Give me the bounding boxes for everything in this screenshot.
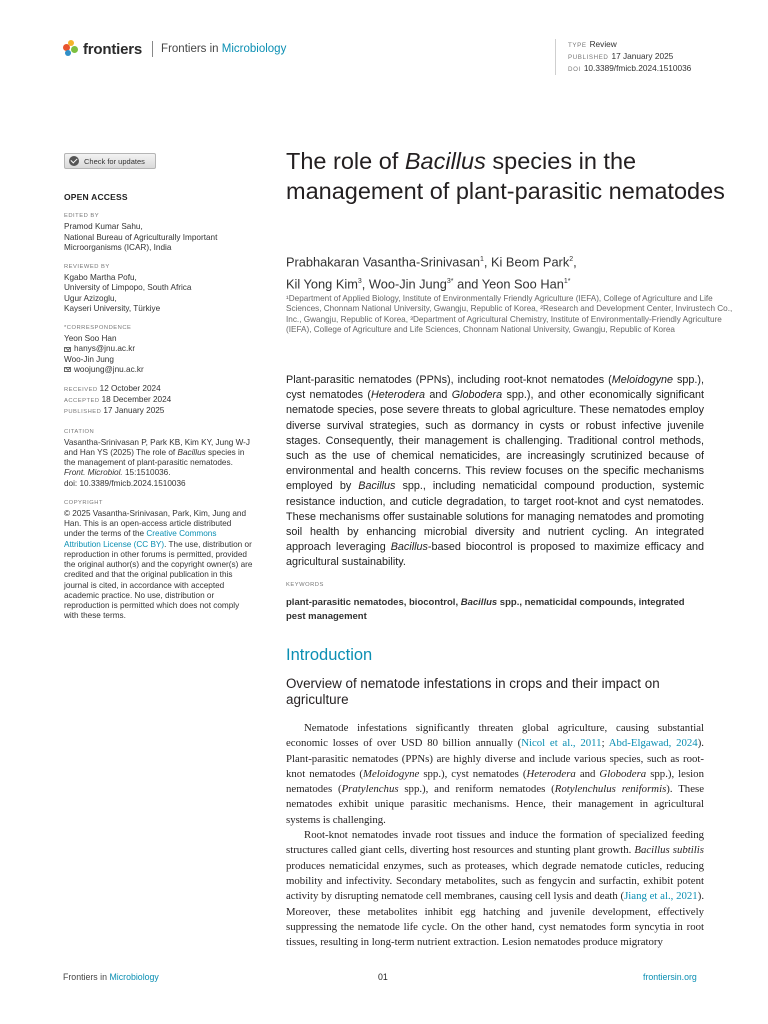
reviewer-affiliation: Kayseri University, Türkiye [64,303,161,313]
license-link[interactable]: Creative Commons Attribution License (CC BY) [64,529,217,549]
journal-name[interactable]: Frontiers in Microbiology [161,43,287,55]
check-for-updates-label: Check for updates [84,156,145,166]
logo-wordmark: frontiers [83,40,143,58]
envelope-icon [64,347,71,352]
reviewer-name: Ugur Azizoglu, [64,293,117,303]
article-doi: DOI 10.3389/fmicb.2024.1510036 [568,63,692,73]
citation-link[interactable]: Jiang et al., 2021 [624,890,698,903]
citation-text: Vasantha-Srinivasan P, Park KB, Kim KY, Jung W-J and Han YS (2025) The role of Bacillus species in the management of plant-parasitic nematodes. Front. Microbiol. 15:1510036. doi: 10.3389/fmicb.2024.1510036 [64,437,250,488]
section-heading-introduction: Introduction [286,646,373,664]
author-list: Prabhakaran Vasantha-Srinivasan$^1$, Ki Beom Park$^2$, Kil Yong Kim$^3$, Woo-Jin Jung$^{3*}$ and Yeon Soo Han$^{1*}$ [286,254,577,292]
footer-site-link[interactable]: frontiersin.org [643,972,697,982]
frontiers-logo[interactable] [63,40,286,58]
check-icon [69,156,79,166]
body-paragraph: Nematode infestations significantly threaten global agriculture, causing substantial economic losses of over USD 80 billion annually (Nicol et al., 2011; Abd-Elgawad, 2024). Plant-parasitic nematodes (PPNs) are highly diverse and include various species, such as root-knot nematodes (Meloidogyne spp.), cyst nematodes (Heterodera and Globodera spp.), lesion nematodes (Pratylenchus spp.), and reniform nematodes (Rotylenchulus reniformis). These nematodes exhibit unique parasitic mechanisms. Hence, their management in agricultural systems is challenging. [286,722,704,826]
citation-link[interactable]: Nicol et al., 2011 [521,737,602,750]
header-divider [152,41,153,57]
article-meta [555,39,691,75]
edited-by-label: EDITED BY [64,213,100,220]
correspondent-name: Woo-Jin Jung [64,354,114,364]
open-access-label: OPEN ACCESS [64,192,128,202]
footer-journal[interactable]: Frontiers in Microbiology [63,972,159,982]
check-for-updates-button[interactable] [64,153,156,169]
citation-link[interactable]: Abd-Elgawad, 2024 [608,737,698,750]
keywords-label: KEYWORDS [286,582,324,588]
body-paragraph: Root-knot nematodes invade root tissues and induce the formation of specialized feeding structures called giant cells, diverting host resources and stunting plant growth. Bacillus subtilis produces nematicidal enzymes, such as proteases, which degrade nematode cuticles, reducing mobility and infectivity. Secondary metabolites, such as fengycin and surfactin, exhibit potent activity by disrupting nematode cell membranes, causing cell lysis and death (Jiang et al., 2021). Moreover, these metabolites inhibit egg hatching and juvenile development, effectively suppressing the nematode life cycle. On the other hand, cyst nematodes form syncytia in root tissues, resulting in long-term nutrient extraction. Lesion nematodes produce migratory [286,829,705,949]
article-type: TYPE Review [568,39,617,49]
editor-name: Pramod Kumar Sahu, [64,222,143,232]
body-text [286,721,704,950]
article-published: PUBLISHED 17 January 2025 [568,51,674,61]
frontiers-logo-icon [63,40,79,58]
abstract: Plant-parasitic nematodes (PPNs), including root-knot nematodes (Meloidogyne spp.), cyst nematodes (Heterodera and Globodera spp.), and other economically significant nematode species, pose severe threats to global agriculture. These nematodes employ diverse survival strategies, such as dormancy in cysts or robust infective juvenile stages. Consequently, their management is challenging. Traditional control methods, such as the use of chemical nematicides, are increasingly scrutinized because of environmental and health concerns. This review focuses on the specific mechanisms employed by Bacillus spp., including nematicidal compound production, systemic resistance induction, and cuticle degradation, to target root-knot and cyst nematodes. These mechanisms offer sustainable solutions for managing nematodes and promoting soil health by enhancing microbial diversity and nutrient cycling. An integrated approach leveraging Bacillus-based biocontrol is proposed to maximize efficacy and agricultural sustainability. [286,374,705,569]
page-number: 01 [378,972,388,982]
author-affiliations: ¹Department of Applied Biology, Institute of Environmentally Friendly Agriculture (IEFA), College of Agriculture and Life Sciences, Chonnam National University, Gwangju, Republic of Korea, ²Research and Development Center, Invirustech Co., Inc., Gwangju, Republic of Korea, ³Department of Agricultural Chemistry, Institute of Environmentally-Friendly Agriculture (IEFA), College of Agriculture and Life Sciences, Chonnam National University, Gwangju, Republic of Korea [286,294,733,335]
email-link[interactable]: woojung@jnu.ac.kr [64,365,254,375]
published-date: PUBLISHED 17 January 2025 [64,406,165,416]
accepted-date: ACCEPTED 18 December 2024 [64,395,172,405]
email-link[interactable]: hanys@jnu.ac.kr [64,344,254,354]
correspondence-label: *CORRESPONDENCE [64,325,132,332]
keywords: plant-parasitic nematodes, biocontrol, Bacillus spp., nematicidal compounds, integrated pest management [286,597,685,622]
correspondent-name: Yeon Soo Han [64,334,117,344]
subsection-heading: Overview of nematode infestations in crops and their impact on agriculture [286,676,660,707]
editor-affiliation: National Bureau of Agriculturally Important Microorganisms (ICAR), India [64,232,218,252]
citation-label: CITATION [64,428,95,435]
article-title: The role of Bacillus species in the management of plant-parasitic nematodes [286,148,725,204]
reviewed-by-label: REVIEWED BY [64,264,110,271]
received-date: RECEIVED 12 October 2024 [64,384,161,394]
copyright-text: © 2025 Vasantha-Srinivasan, Park, Kim, Jung and Han. This is an open-access article distributed under the terms of the Creative Commons Attribution License (CC BY). The use, distribution or reproduction in other forums is permitted, provided the original author(s) and the copyright owner(s) are credited and that the original publication in this journal is cited, in accordance with accepted academic practice. No use, distribution or reproduction is permitted which does not comply with these terms. [64,509,253,621]
article-info-sidebar [64,192,254,621]
reviewer-affiliation: University of Limpopo, South Africa [64,283,192,293]
envelope-icon [64,367,71,372]
copyright-label: COPYRIGHT [64,499,103,506]
reviewer-name: Kgabo Martha Pofu, [64,273,137,283]
